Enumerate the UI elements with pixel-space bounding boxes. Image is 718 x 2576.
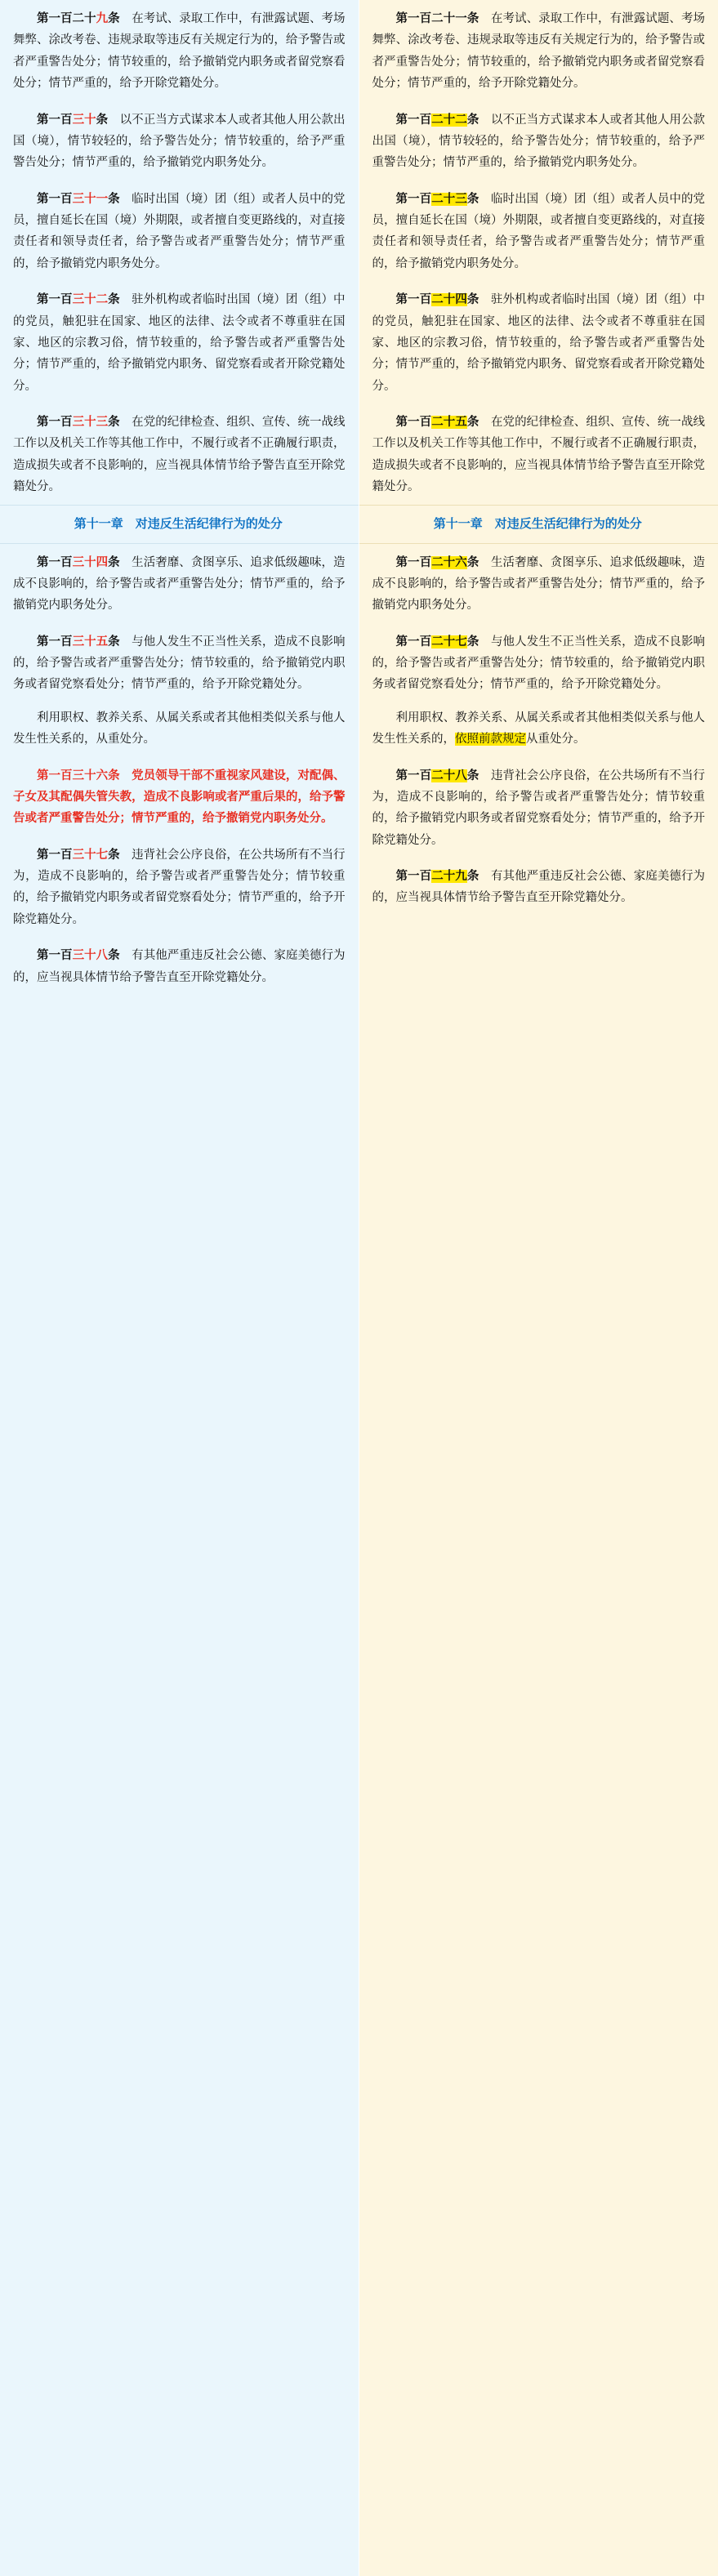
text-segment: 驻外机构或者临时出国（境）团（组）中的党员，触犯驻在国家、地区的法律、法令或者不尊重驻在国家、地区的宗教习俗，情节较重的，给予警告或者严重警告处分；情节严重的，给予撤销党内职务、留党察看或者开除党籍处分。: [13, 293, 346, 393]
text-segment: 二十六: [431, 555, 467, 569]
text-segment: 二十八: [431, 769, 467, 782]
text-segment: 第一百: [37, 113, 73, 127]
text-segment: 条: [466, 769, 479, 782]
text-segment: 三十一: [72, 192, 109, 206]
text-segment: 三十八: [72, 949, 109, 963]
article-124: [359, 281, 718, 403]
article-138: [0, 937, 359, 995]
article-paragraph: [13, 552, 346, 617]
text-segment: 第一百: [37, 416, 73, 429]
article-121: [359, 0, 718, 101]
text-segment: 第一百: [37, 848, 73, 862]
text-segment: 条: [108, 12, 120, 25]
article-127: [359, 623, 718, 757]
text-segment: 第一百: [395, 192, 432, 206]
text-segment: 第一百二十一条: [395, 12, 479, 25]
article-paragraph: [13, 412, 346, 498]
article-paragraph: [13, 289, 346, 397]
text-segment: 第一百: [395, 555, 432, 569]
article-paragraph: [372, 866, 706, 909]
text-segment: 条: [466, 555, 479, 569]
text-segment: 第一百三十六条 党员领导干部不重视家风建设，对配偶、子女及其配偶失管失教，造成不良影响或者严重后果的，给予警告或者严重警告处分；情节严重的，给予撤销党内职务处分。: [13, 769, 346, 826]
text-segment: 违背社会公序良俗，在公共场所有不当行为，造成不良影响的，给予警告或者严重警告处分；情节较重的，给予撤销党内职务或者留党察看处分；情节严重的，给予开除党籍处分。: [13, 848, 346, 926]
text-segment: 第一百: [37, 949, 73, 963]
article-126: [359, 544, 718, 623]
article-128: [359, 757, 718, 858]
article-paragraph: [13, 707, 346, 751]
text-segment: 第一百: [37, 635, 73, 648]
text-segment: 有其他严重违反社会公德、家庭美德行为的，应当视具体情节给予警告直至开除党籍处分。: [372, 870, 706, 905]
text-segment: 条: [108, 293, 120, 307]
text-segment: 三十三: [72, 416, 109, 429]
article-paragraph: [13, 109, 346, 174]
text-segment: 利用职权、教养关系、从属关系或者其他相类似关系与他人发生性关系的，: [372, 711, 705, 747]
text-segment: 条: [108, 192, 120, 206]
article-123: [359, 180, 718, 282]
article-paragraph: [372, 707, 706, 751]
article-125: [359, 403, 718, 505]
text-segment: 以不正当方式谋求本人或者其他人用公款出国（境），情节较轻的，给予警告处分；情节较重的，给予严重警告处分；情节严重的，给予撤销党内职务处分。: [372, 113, 706, 170]
article-paragraph: [372, 8, 706, 95]
text-segment: 条: [466, 192, 479, 206]
text-segment: 二十四: [431, 293, 467, 307]
text-segment: 临时出国（境）团（组）或者人员中的党员，擅自延长在国（境）外期限，或者擅自变更路线的，对直接责任者和领导责任者，给予警告或者严重警告处分；情节严重的，给予撤销党内职务处分。: [372, 192, 706, 270]
article-131: [0, 180, 359, 282]
text-segment: 二十九: [431, 870, 467, 883]
text-segment: 三十二: [72, 293, 109, 307]
article-paragraph: [372, 631, 706, 696]
text-segment: 以不正当方式谋求本人或者其他人用公款出国（境），情节较轻的，给予警告处分；情节较重的，给予严重警告处分；情节严重的，给予撤销党内职务处分。: [13, 113, 346, 170]
article-136: [0, 757, 359, 836]
text-segment: 驻外机构或者临时出国（境）团（组）中的党员，触犯驻在国家、地区的法律、法令或者不尊重驻在国家、地区的宗教习俗，情节较重的，给予警告或者严重警告处分；情节严重的，给予撤销党内职务、留党察看或者开除党籍处分。: [372, 293, 706, 393]
text-segment: 九: [96, 12, 109, 25]
text-segment: 三十四: [72, 555, 109, 569]
text-segment: 在党的纪律检查、组织、宣传、统一战线工作以及机关工作等其他工作中，不履行或者不正确履行职责，造成损失或者不良影响的，应当视具体情节给予警告直至开除党籍处分。: [13, 416, 346, 494]
text-segment: 二十五: [431, 416, 467, 429]
article-paragraph: [13, 189, 346, 275]
text-segment: 生活奢靡、贪图享乐、追求低级趣味，造成不良影响的，给予警告或者严重警告处分；情节严重的，给予撤销党内职务处分。: [372, 555, 706, 613]
text-segment: 条: [108, 848, 120, 862]
column-new-version: [359, 0, 718, 2576]
text-segment: 第一百: [395, 293, 432, 307]
article-paragraph: [13, 845, 346, 931]
text-segment: 条: [466, 416, 479, 429]
text-segment: 与他人发生不正当性关系，造成不良影响的，给予警告或者严重警告处分；情节较重的，给予撤销党内职务或者留党察看处分；情节严重的，给予开除党籍处分。: [372, 635, 706, 692]
article-137: [0, 836, 359, 938]
text-segment: 第一百: [395, 870, 432, 883]
text-segment: 生活奢靡、贪图享乐、追求低级趣味，造成不良影响的，给予警告或者严重警告处分；情节严重的，给予撤销党内职务处分。: [13, 555, 346, 613]
article-paragraph: [13, 945, 346, 988]
text-segment: 第一百: [37, 293, 73, 307]
text-segment: 条: [108, 416, 120, 429]
text-segment: 三十: [72, 113, 96, 127]
article-133: [0, 403, 359, 505]
text-segment: 三十五: [72, 635, 109, 648]
article-paragraph: [372, 552, 706, 617]
article-paragraph: [13, 8, 346, 95]
text-segment: 二十二: [431, 113, 467, 127]
text-segment: 依照前款规定: [455, 733, 526, 747]
article-paragraph: [372, 189, 706, 275]
text-segment: 在党的纪律检查、组织、宣传、统一战线工作以及机关工作等其他工作中，不履行或者不正确履行职责，造成损失或者不良影响的，应当视具体情节给予警告直至开除党籍处分。: [372, 416, 706, 494]
text-segment: 第一百: [37, 192, 73, 206]
text-segment: 第一百: [37, 555, 73, 569]
text-segment: 条: [108, 949, 120, 963]
article-132: [0, 281, 359, 403]
text-segment: 违背社会公序良俗，在公共场所有不当行为，造成不良影响的，给予警告或者严重警告处分；情节较重的，给予撤销党内职务或者留党察看处分；情节严重的，给予开除党籍处分。: [372, 769, 706, 847]
text-segment: 条: [466, 635, 479, 648]
text-segment: 条: [466, 113, 479, 127]
article-paragraph: [372, 412, 706, 498]
text-segment: 二十三: [431, 192, 467, 206]
article-paragraph: [372, 765, 706, 852]
chapter-11-heading-right: 第十一章 对违反生活纪律行为的处分: [359, 505, 718, 544]
article-134: [0, 544, 359, 623]
text-segment: 三十七: [72, 848, 109, 862]
article-paragraph: [13, 631, 346, 696]
text-segment: 第一百: [395, 769, 432, 782]
article-paragraph: [13, 765, 346, 830]
article-129: [0, 0, 359, 101]
text-segment: 二十七: [431, 635, 467, 648]
text-segment: 第一百: [395, 416, 432, 429]
text-segment: 从重处分。: [526, 733, 586, 747]
text-segment: 条: [466, 870, 479, 883]
text-segment: 利用职权、教养关系、从属关系或者其他相类似关系与他人发生性关系的，从重处分。: [13, 711, 346, 747]
text-segment: 第一百: [395, 113, 432, 127]
text-segment: 条: [96, 113, 109, 127]
text-segment: 第一百二十: [37, 12, 96, 25]
text-segment: 临时出国（境）团（组）或者人员中的党员，擅自延长在国（境）外期限，或者擅自变更路线的，对直接责任者和领导责任者，给予警告或者严重警告处分；情节严重的，给予撤销党内职务处分。: [13, 192, 346, 270]
text-segment: 条: [108, 555, 120, 569]
text-segment: 与他人发生不正当性关系，造成不良影响的，给予警告或者严重警告处分；情节较重的，给予撤销党内职务或者留党察看处分；情节严重的，给予开除党籍处分。: [13, 635, 346, 692]
text-segment: 有其他严重违反社会公德、家庭美德行为的，应当视具体情节给予警告直至开除党籍处分。: [13, 949, 346, 984]
chapter-11-heading-left: 第十一章 对违反生活纪律行为的处分: [0, 505, 359, 544]
text-segment: 第一百: [395, 635, 432, 648]
article-129-right: [359, 858, 718, 916]
article-paragraph: [372, 109, 706, 174]
text-segment: 条: [466, 293, 479, 307]
article-122: [359, 101, 718, 180]
article-paragraph: [372, 289, 706, 397]
article-135: [0, 623, 359, 757]
text-segment: 在考试、录取工作中，有泄露试题、考场舞弊、涂改考卷、违规录取等违反有关规定行为的，给予警告或者严重警告处分；情节较重的，给予撤销党内职务或者留党察看处分；情节严重的，给予开除党籍处分。: [372, 12, 706, 91]
text-segment: 在考试、录取工作中，有泄露试题、考场舞弊、涂改考卷、违规录取等违反有关规定行为的，给予警告或者严重警告处分；情节较重的，给予撤销党内职务或者留党察看处分；情节严重的，给予开除党籍处分。: [13, 12, 346, 91]
text-segment: 条: [108, 635, 120, 648]
article-130: [0, 101, 359, 180]
